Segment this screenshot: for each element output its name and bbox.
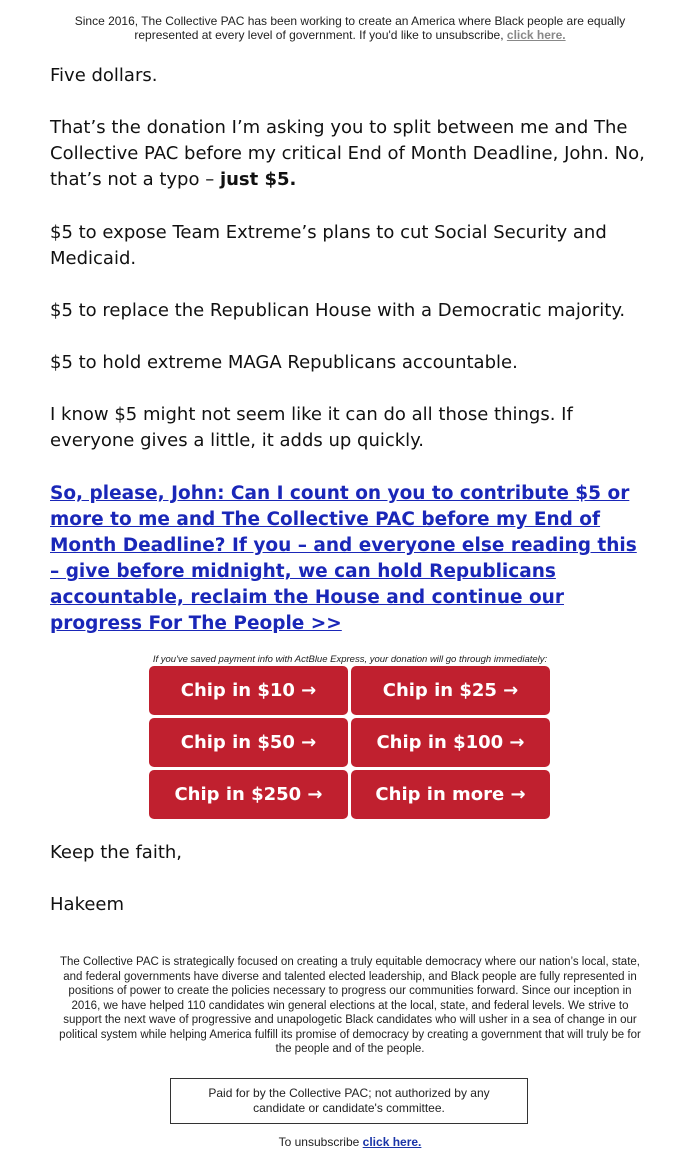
preheader-unsubscribe-link[interactable]: click here. [506, 28, 566, 42]
chip-in-50-button[interactable]: Chip in $50 → [149, 718, 348, 767]
unsubscribe-text: To unsubscribe [278, 1135, 360, 1149]
paragraph-replace-house: $5 to replace the Republican House with a Democratic majority. [50, 300, 626, 321]
chip-in-100-button[interactable]: Chip in $100 → [351, 718, 550, 767]
signature-name: Hakeem [50, 894, 125, 915]
chip-in-10-button[interactable]: Chip in $10 → [149, 666, 348, 715]
email-body-reason-2 [50, 298, 650, 324]
donation-ask-text: That’s the donation I’m asking you to split between me and The Collective PAC before my critical End of Month Deadline, John. No, that’s not a typo – [50, 117, 645, 190]
footer-unsubscribe [0, 1135, 700, 1149]
paragraph-hold-accountable: $5 to hold extreme MAGA Republicans accountable. [50, 352, 518, 373]
paragraph-donation-ask [50, 115, 650, 193]
email-body-ask [50, 115, 650, 193]
email-body-opening [50, 63, 650, 89]
signoff: Keep the faith, [50, 842, 183, 863]
chip-in-more-button[interactable]: Chip in more → [351, 770, 550, 819]
email-body-reason-3 [50, 350, 650, 376]
email-body-everyone [50, 402, 650, 454]
footer-about-text: The Collective PAC is strategically focused on creating a truly equitable democracy where our nation’s local, state, and federal governments have diverse and talented elected leadership, and Black people are fully represented in positions of power to create the policies necessary to progress our communities forward. Since our inception in 2016, we have helped 110 candidates win general elections at the local, state, and federal levels. We strive to support the next wave of progressive and unapologetic Black candidates who will usher in a sea of change in our political system while helping America fulfill its promise of democracy by creating a government that will truly be for the people and of the people. [59, 956, 641, 1055]
donate-cta-link[interactable]: So, please, John: Can I count on you to contribute $5 or more to me and The Collective PAC before my End of Month Deadline? If you – and everyone else reading this – give before midnight, we can hold Republicans accountable, reclaim the House and continue our progress For The People >> [50, 483, 637, 634]
preheader-text: Since 2016, The Collective PAC has been working to create an America where Black people are equally represented at every level of government. If you'd like to unsubscribe, [74, 14, 626, 42]
paragraph-five-dollars: Five dollars. [50, 65, 158, 86]
paid-for-disclaimer: Paid for by the Collective PAC; not authorized by any candidate or candidate's committee. [170, 1078, 528, 1124]
footer-unsubscribe-link[interactable]: click here. [362, 1135, 422, 1149]
paragraph-expose-team-extreme: $5 to expose Team Extreme’s plans to cut Social Security and Medicaid. [50, 222, 607, 269]
chip-in-25-button[interactable]: Chip in $25 → [351, 666, 550, 715]
donation-button-grid [149, 666, 551, 819]
chip-in-250-button[interactable]: Chip in $250 → [149, 770, 348, 819]
preheader [60, 14, 640, 42]
paragraph-everyone-gives: I know $5 might not seem like it can do all those things. If everyone gives a little, it adds up quickly. [50, 404, 573, 451]
actblue-express-note: If you've saved payment info with ActBlue Express, your donation will go through immediately: [152, 654, 548, 665]
email-body-reason-1 [50, 220, 650, 272]
donation-ask-bold: just $5. [219, 169, 297, 190]
